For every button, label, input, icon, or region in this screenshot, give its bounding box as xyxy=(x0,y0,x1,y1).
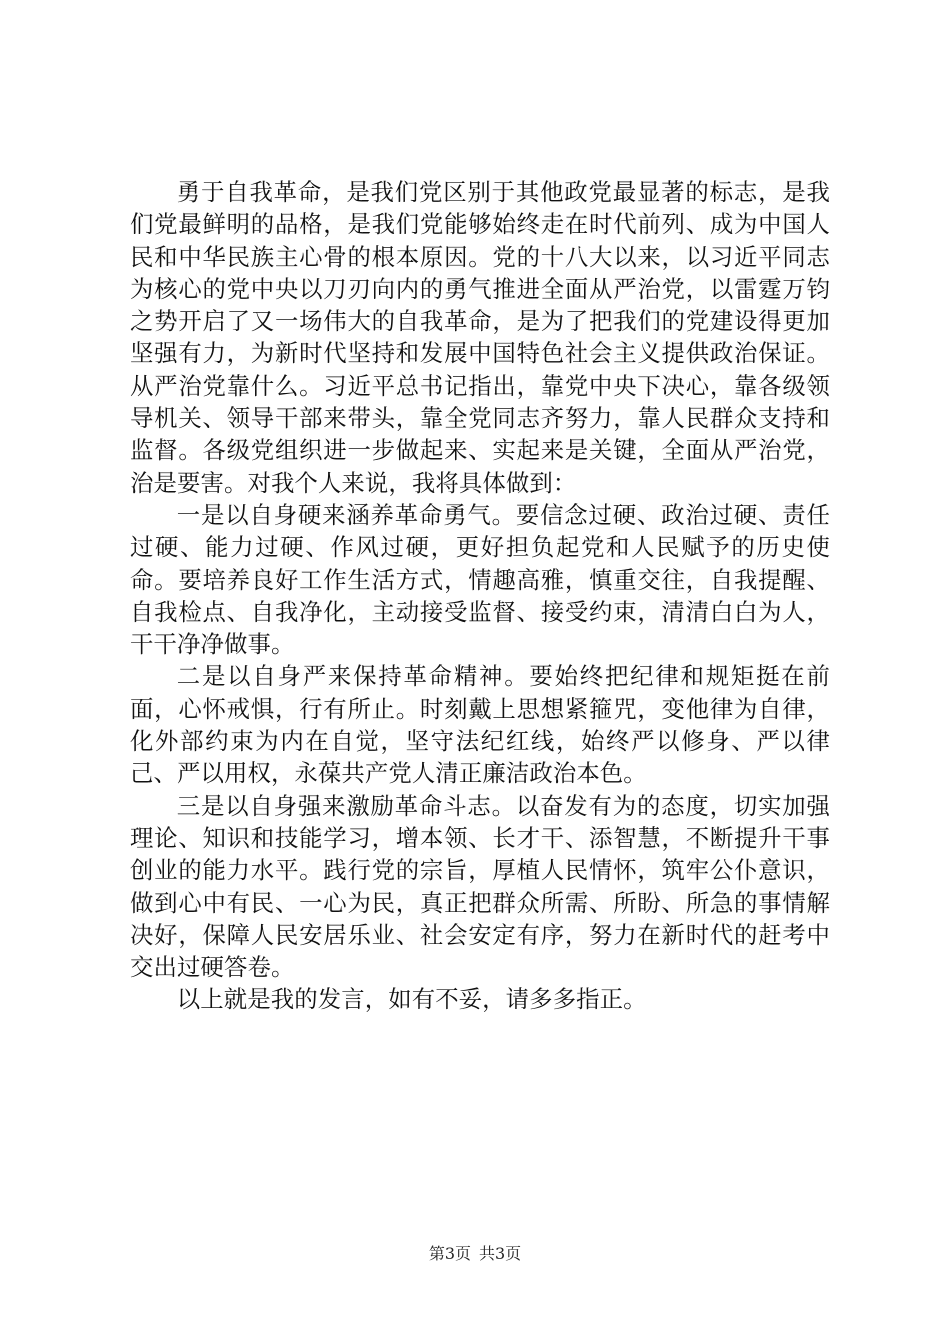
page-number-total: 共3页 xyxy=(479,1244,522,1263)
page-footer xyxy=(0,1244,950,1264)
document-body xyxy=(130,176,830,1016)
page-number-current: 第3页 xyxy=(428,1244,471,1263)
paragraph-point-two: 二是以自身严来保持革命精神。要始终把纪律和规矩挺在前面，心怀戒惧，行有所止。时刻戴上思想紧箍咒，变他律为自律，化外部约束为内在自觉，坚守法纪红线，始终严以修身、严以律己、严以用权，永葆共产党人清正廉洁政治本色。 xyxy=(130,662,830,788)
paragraph-point-three: 三是以自身强来激励革命斗志。以奋发有为的态度，切实加强理论、知识和技能学习，增本领、长才干、添智慧，不断提升干事创业的能力水平。践行党的宗旨，厚植人民情怀，筑牢公仆意识，做到心中有民、一心为民，真正把群众所需、所盼、所急的事情解决好，保障人民安居乐业、社会安定有序，努力在新时代的赶考中交出过硬答卷。 xyxy=(130,791,830,982)
paragraph-intro: 勇于自我革命，是我们党区别于其他政党最显著的标志，是我们党最鲜明的品格，是我们党能够始终走在时代前列、成为中国人民和中华民族主心骨的根本原因。党的十八大以来，以习近平同志为核心的党中央以刀刃向内的勇气推进全面从严治党，以雷霆万钧之势开启了又一场伟大的自我革命，是为了把我们的党建设得更加坚强有力，为新时代坚持和发展中国特色社会主义提供政治保证。从严治党靠什么。习近平总书记指出，靠党中央下决心，靠各级领导机关、领导干部来带头，靠全党同志齐努力，靠人民群众支持和监督。各级党组织进一步做起来、实起来是关键，全面从严治党，治是要害。对我个人来说，我将具体做到： xyxy=(130,178,830,497)
paragraph-closing: 以上就是我的发言，如有不妥，请多多指正。 xyxy=(176,985,647,1014)
paragraph-point-one: 一是以自身硬来涵养革命勇气。要信念过硬、政治过硬、责任过硬、能力过硬、作风过硬，更好担负起党和人民赋予的历史使命。要培养良好工作生活方式，情趣高雅，慎重交往，自我提醒、自我检点、自我净化，主动接受监督、接受约束，清清白白为人，干干净净做事。 xyxy=(130,500,830,659)
